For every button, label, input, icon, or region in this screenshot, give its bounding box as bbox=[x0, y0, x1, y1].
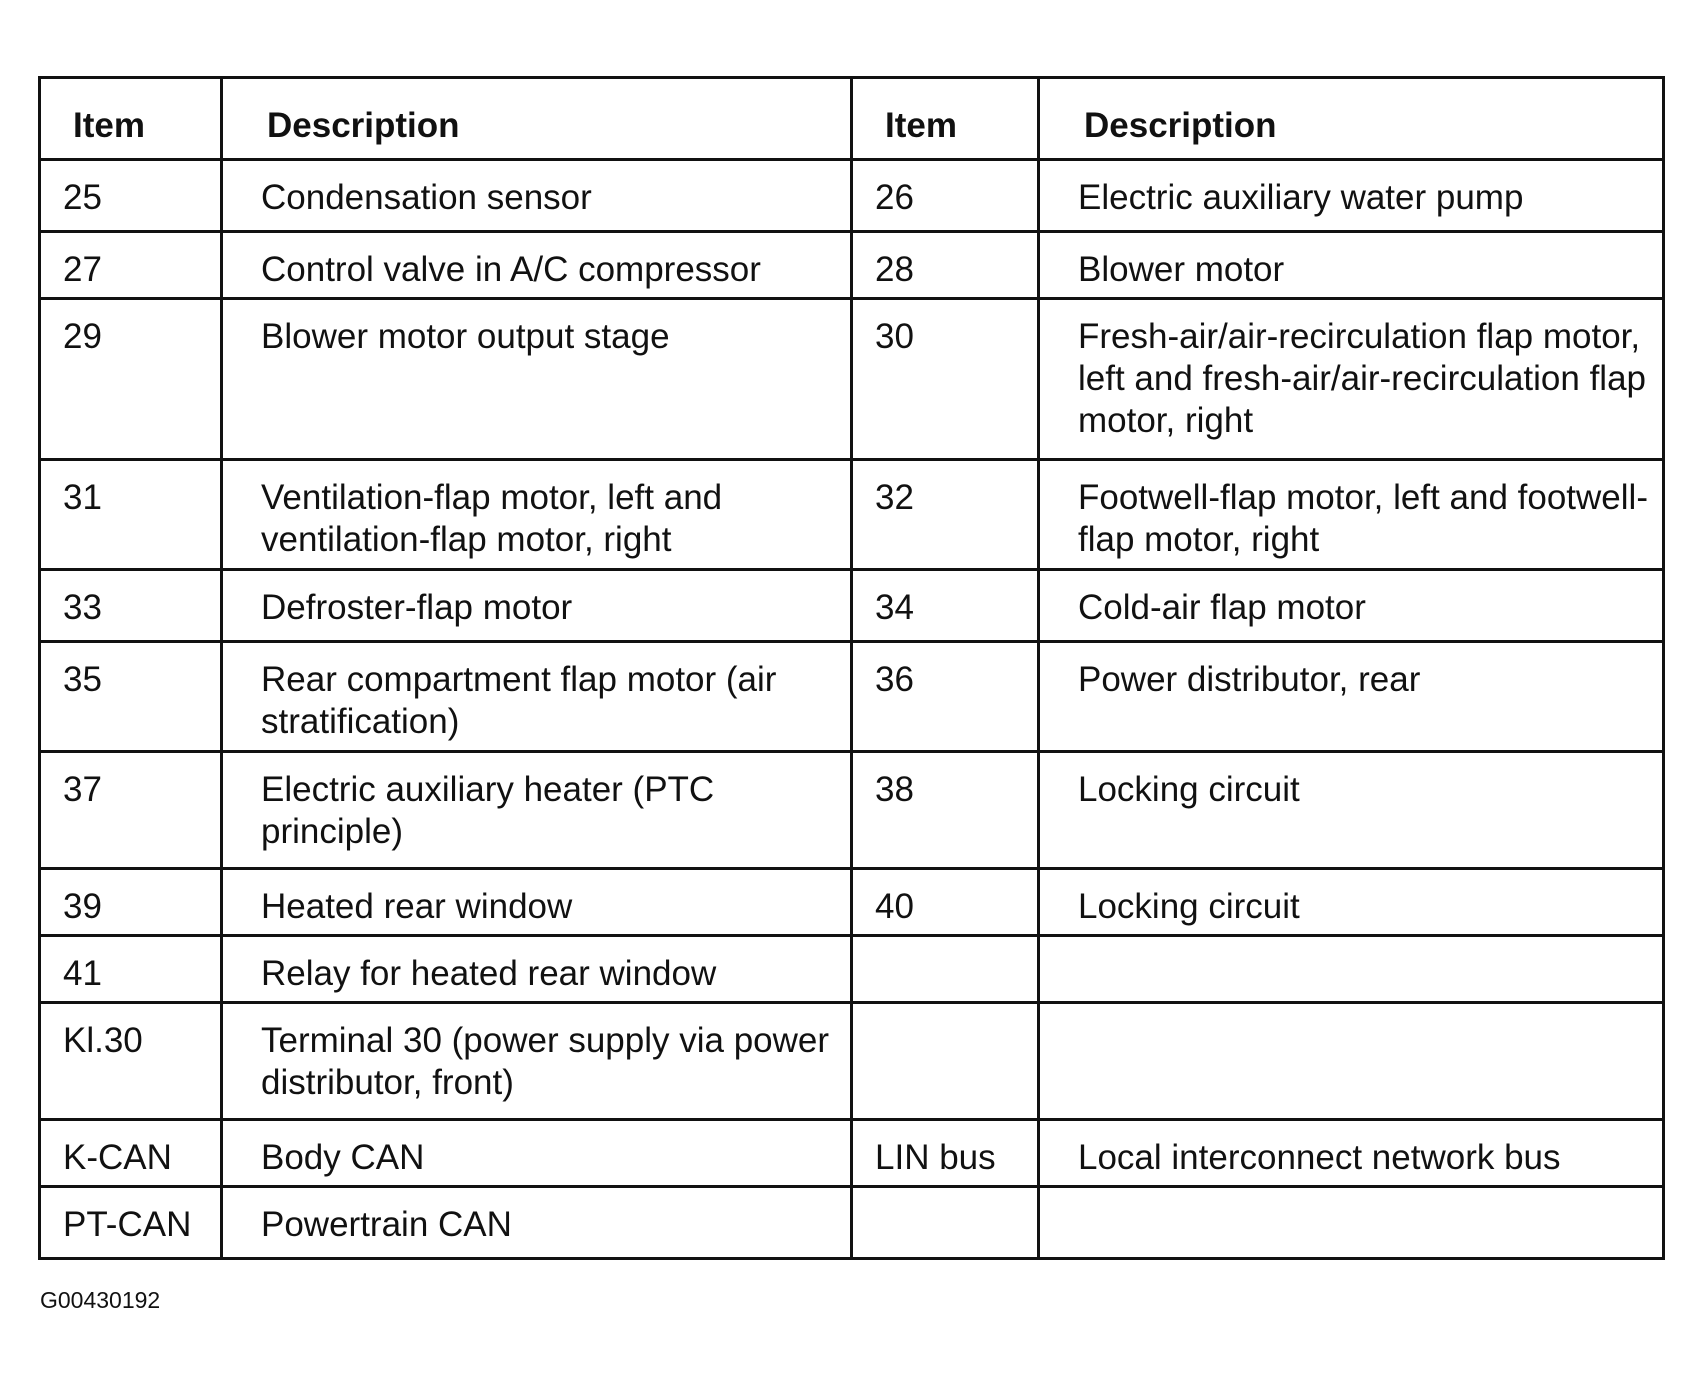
item-number: 26 bbox=[852, 160, 1039, 232]
item-description: Body CAN bbox=[222, 1120, 852, 1187]
item-description: Blower motor output stage bbox=[222, 299, 852, 460]
item-description: Rear compartment flap motor (air stratification) bbox=[222, 642, 852, 752]
item-description: Terminal 30 (power supply via power distributor, front) bbox=[222, 1003, 852, 1120]
item-number: 30 bbox=[852, 299, 1039, 460]
header-description-left: Description bbox=[222, 78, 852, 160]
table-row bbox=[40, 299, 1664, 460]
item-description: Footwell-flap motor, left and footwell-flap motor, right bbox=[1039, 460, 1664, 570]
item-number: Kl.30 bbox=[40, 1003, 222, 1120]
item-number: 39 bbox=[40, 869, 222, 936]
item-description: Locking circuit bbox=[1039, 869, 1664, 936]
item-number bbox=[852, 936, 1039, 1003]
item-number: K-CAN bbox=[40, 1120, 222, 1187]
item-number: 34 bbox=[852, 570, 1039, 642]
item-number bbox=[852, 1187, 1039, 1259]
table-row bbox=[40, 752, 1664, 869]
header-item-right: Item bbox=[852, 78, 1039, 160]
figure-id: G00430192 bbox=[40, 1287, 161, 1313]
table-row bbox=[40, 869, 1664, 936]
item-number: 28 bbox=[852, 232, 1039, 299]
item-number: PT-CAN bbox=[40, 1187, 222, 1259]
item-description bbox=[1039, 1003, 1664, 1120]
item-description: Control valve in A/C compressor bbox=[222, 232, 852, 299]
item-number: 33 bbox=[40, 570, 222, 642]
item-description: Relay for heated rear window bbox=[222, 936, 852, 1003]
item-number: LIN bus bbox=[852, 1120, 1039, 1187]
table-row bbox=[40, 1187, 1664, 1259]
item-description: Defroster-flap motor bbox=[222, 570, 852, 642]
item-number: 37 bbox=[40, 752, 222, 869]
table-row bbox=[40, 232, 1664, 299]
table-row bbox=[40, 642, 1664, 752]
item-description: Ventilation-flap motor, left and ventilation-flap motor, right bbox=[222, 460, 852, 570]
table-row bbox=[40, 460, 1664, 570]
item-number: 25 bbox=[40, 160, 222, 232]
item-description: Local interconnect network bus bbox=[1039, 1120, 1664, 1187]
item-description: Powertrain CAN bbox=[222, 1187, 852, 1259]
item-number: 41 bbox=[40, 936, 222, 1003]
table-row bbox=[40, 570, 1664, 642]
item-description: Power distributor, rear bbox=[1039, 642, 1664, 752]
item-number: 38 bbox=[852, 752, 1039, 869]
item-description: Locking circuit bbox=[1039, 752, 1664, 869]
item-description: Cold-air flap motor bbox=[1039, 570, 1664, 642]
component-legend-table bbox=[38, 76, 1665, 1260]
item-number: 35 bbox=[40, 642, 222, 752]
item-description bbox=[1039, 936, 1664, 1003]
item-description: Electric auxiliary heater (PTC principle) bbox=[222, 752, 852, 869]
table-row bbox=[40, 1003, 1664, 1120]
table-row bbox=[40, 1120, 1664, 1187]
item-description: Electric auxiliary water pump bbox=[1039, 160, 1664, 232]
item-number: 27 bbox=[40, 232, 222, 299]
item-number bbox=[852, 1003, 1039, 1120]
item-description: Blower motor bbox=[1039, 232, 1664, 299]
item-number: 40 bbox=[852, 869, 1039, 936]
item-number: 31 bbox=[40, 460, 222, 570]
table-row bbox=[40, 160, 1664, 232]
item-description bbox=[1039, 1187, 1664, 1259]
item-number: 36 bbox=[852, 642, 1039, 752]
header-item-left: Item bbox=[40, 78, 222, 160]
item-number: 32 bbox=[852, 460, 1039, 570]
item-description: Fresh-air/air-recirculation flap motor, left and fresh-air/air-recirculation flap motor, right bbox=[1039, 299, 1664, 460]
table-row bbox=[40, 936, 1664, 1003]
header-description-right: Description bbox=[1039, 78, 1664, 160]
item-number: 29 bbox=[40, 299, 222, 460]
item-description: Condensation sensor bbox=[222, 160, 852, 232]
item-description: Heated rear window bbox=[222, 869, 852, 936]
table-header-row bbox=[40, 78, 1664, 160]
